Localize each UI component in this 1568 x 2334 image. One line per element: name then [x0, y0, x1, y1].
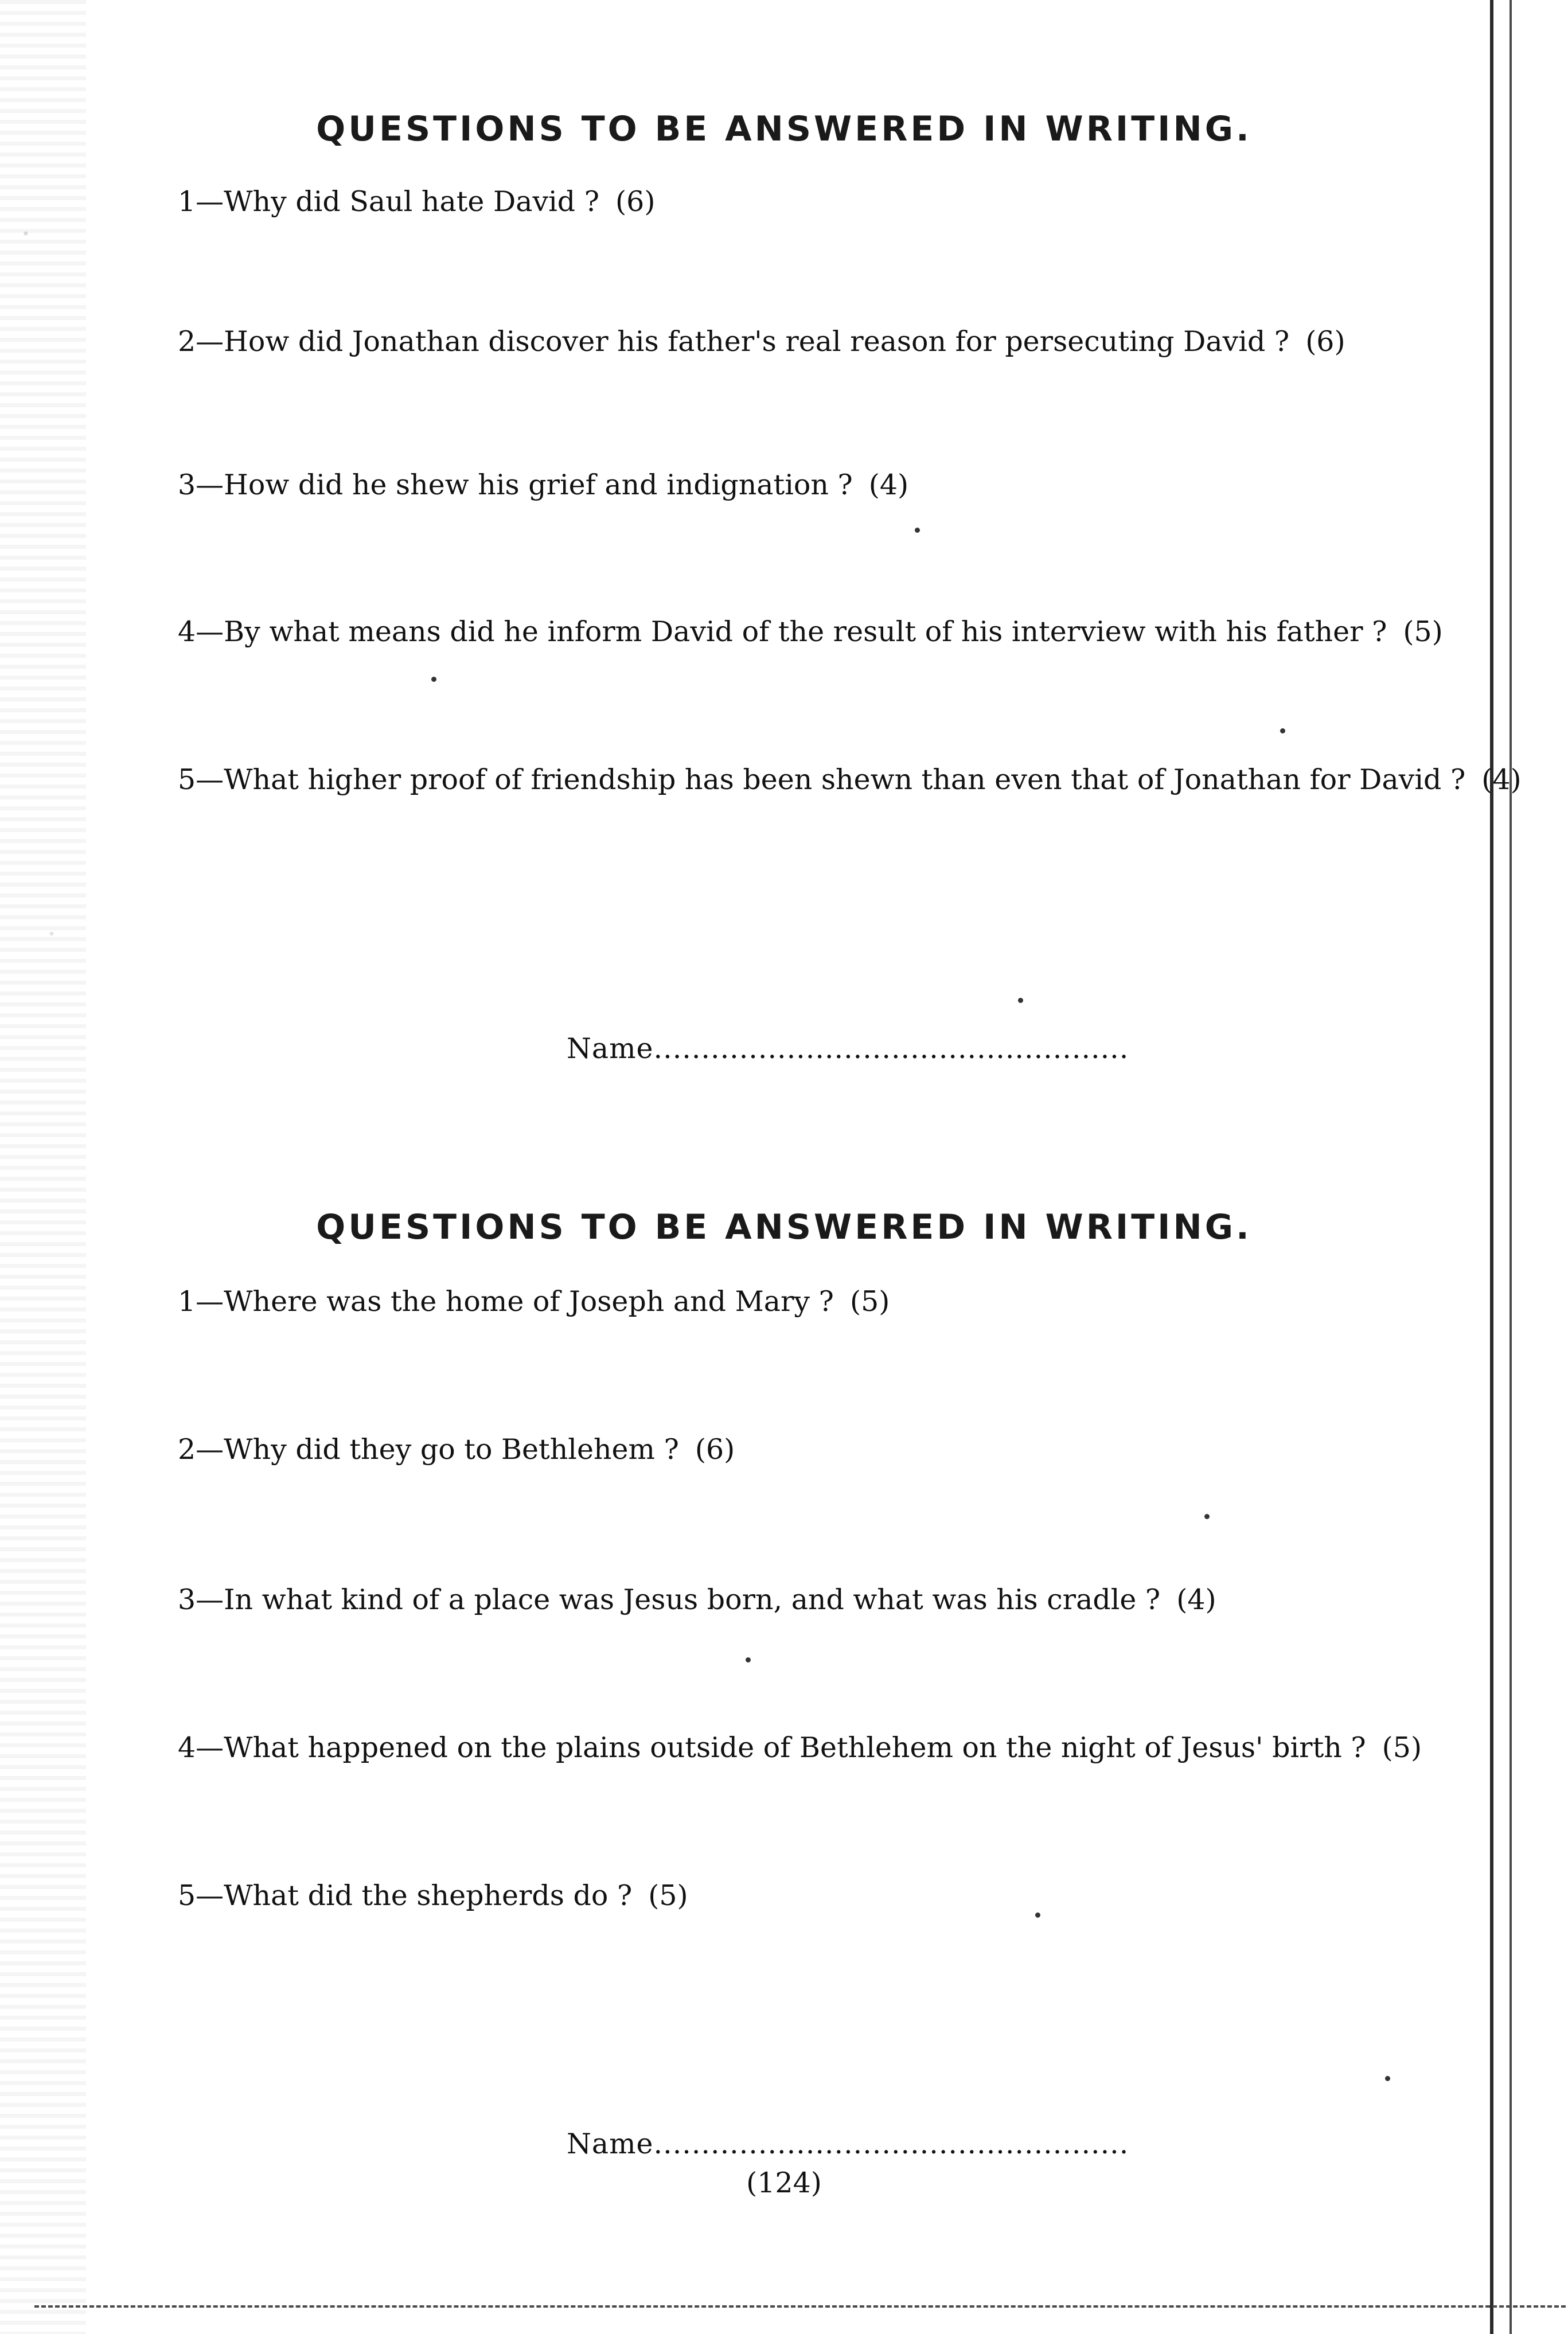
- print-speck: [915, 528, 920, 533]
- print-speck: [1204, 1514, 1210, 1519]
- section-1-question-4: [178, 615, 1443, 649]
- section-1-question-1: [178, 185, 655, 219]
- question-marks: (5): [1382, 1731, 1422, 1764]
- print-speck: [1018, 998, 1023, 1003]
- section-2-name-field[interactable]: Name..................................................: [567, 2128, 1129, 2160]
- question-text: 3—How did he shew his grief and indignation ?: [178, 469, 853, 501]
- question-marks: (6): [1305, 325, 1345, 358]
- section-1-name-field[interactable]: Name..................................................: [567, 1032, 1129, 1065]
- question-text: 5—What did the shepherds do ?: [178, 1879, 633, 1912]
- print-speck: [746, 1657, 751, 1662]
- print-speck: [1280, 728, 1285, 733]
- print-speck: [1035, 1913, 1040, 1918]
- question-marks: (4): [868, 469, 909, 501]
- bottom-border-rule: [34, 2305, 1566, 2308]
- question-text: 1—Why did Saul hate David ?: [178, 185, 600, 218]
- section-2-heading: QUESTIONS TO BE ANSWERED IN WRITING.: [316, 1207, 1252, 1247]
- question-marks: (5): [648, 1879, 688, 1912]
- binding-edge: [0, 0, 86, 2334]
- section-1-heading: QUESTIONS TO BE ANSWERED IN WRITING.: [316, 109, 1252, 149]
- section-2-question-5: [178, 1879, 688, 1913]
- question-marks: (5): [1403, 615, 1443, 648]
- print-speck: [431, 677, 436, 682]
- question-marks: (4): [1176, 1583, 1216, 1616]
- section-1-question-3: [178, 468, 908, 502]
- page-number: (124): [746, 2167, 822, 2199]
- question-marks: (6): [615, 185, 656, 218]
- print-speck: [1385, 2076, 1390, 2081]
- question-text: 5—What higher proof of friendship has been shewn than even that of Jonathan for David ?: [178, 763, 1466, 796]
- section-2-question-4: [178, 1731, 1422, 1765]
- section-1-question-5: [178, 763, 1522, 797]
- question-marks: (5): [849, 1285, 890, 1318]
- section-2-question-3: [178, 1583, 1216, 1617]
- question-text: 4—By what means did he inform David of the result of his interview with his father ?: [178, 615, 1387, 648]
- right-border-rule: [1490, 0, 1512, 2334]
- section-1-question-2: [178, 325, 1345, 359]
- question-text: 1—Where was the home of Joseph and Mary ?: [178, 1285, 834, 1318]
- section-2-question-2: [178, 1433, 735, 1467]
- question-marks: (6): [695, 1433, 735, 1466]
- question-text: 3—In what kind of a place was Jesus born, and what was his cradle ?: [178, 1583, 1161, 1616]
- question-text: 2—Why did they go to Bethlehem ?: [178, 1433, 679, 1466]
- section-2-question-1: [178, 1285, 890, 1319]
- question-text: 4—What happened on the plains outside of Bethlehem on the night of Jesus' birth ?: [178, 1731, 1366, 1764]
- question-text: 2—How did Jonathan discover his father's real reason for persecuting David ?: [178, 325, 1290, 358]
- question-marks: (4): [1481, 763, 1522, 796]
